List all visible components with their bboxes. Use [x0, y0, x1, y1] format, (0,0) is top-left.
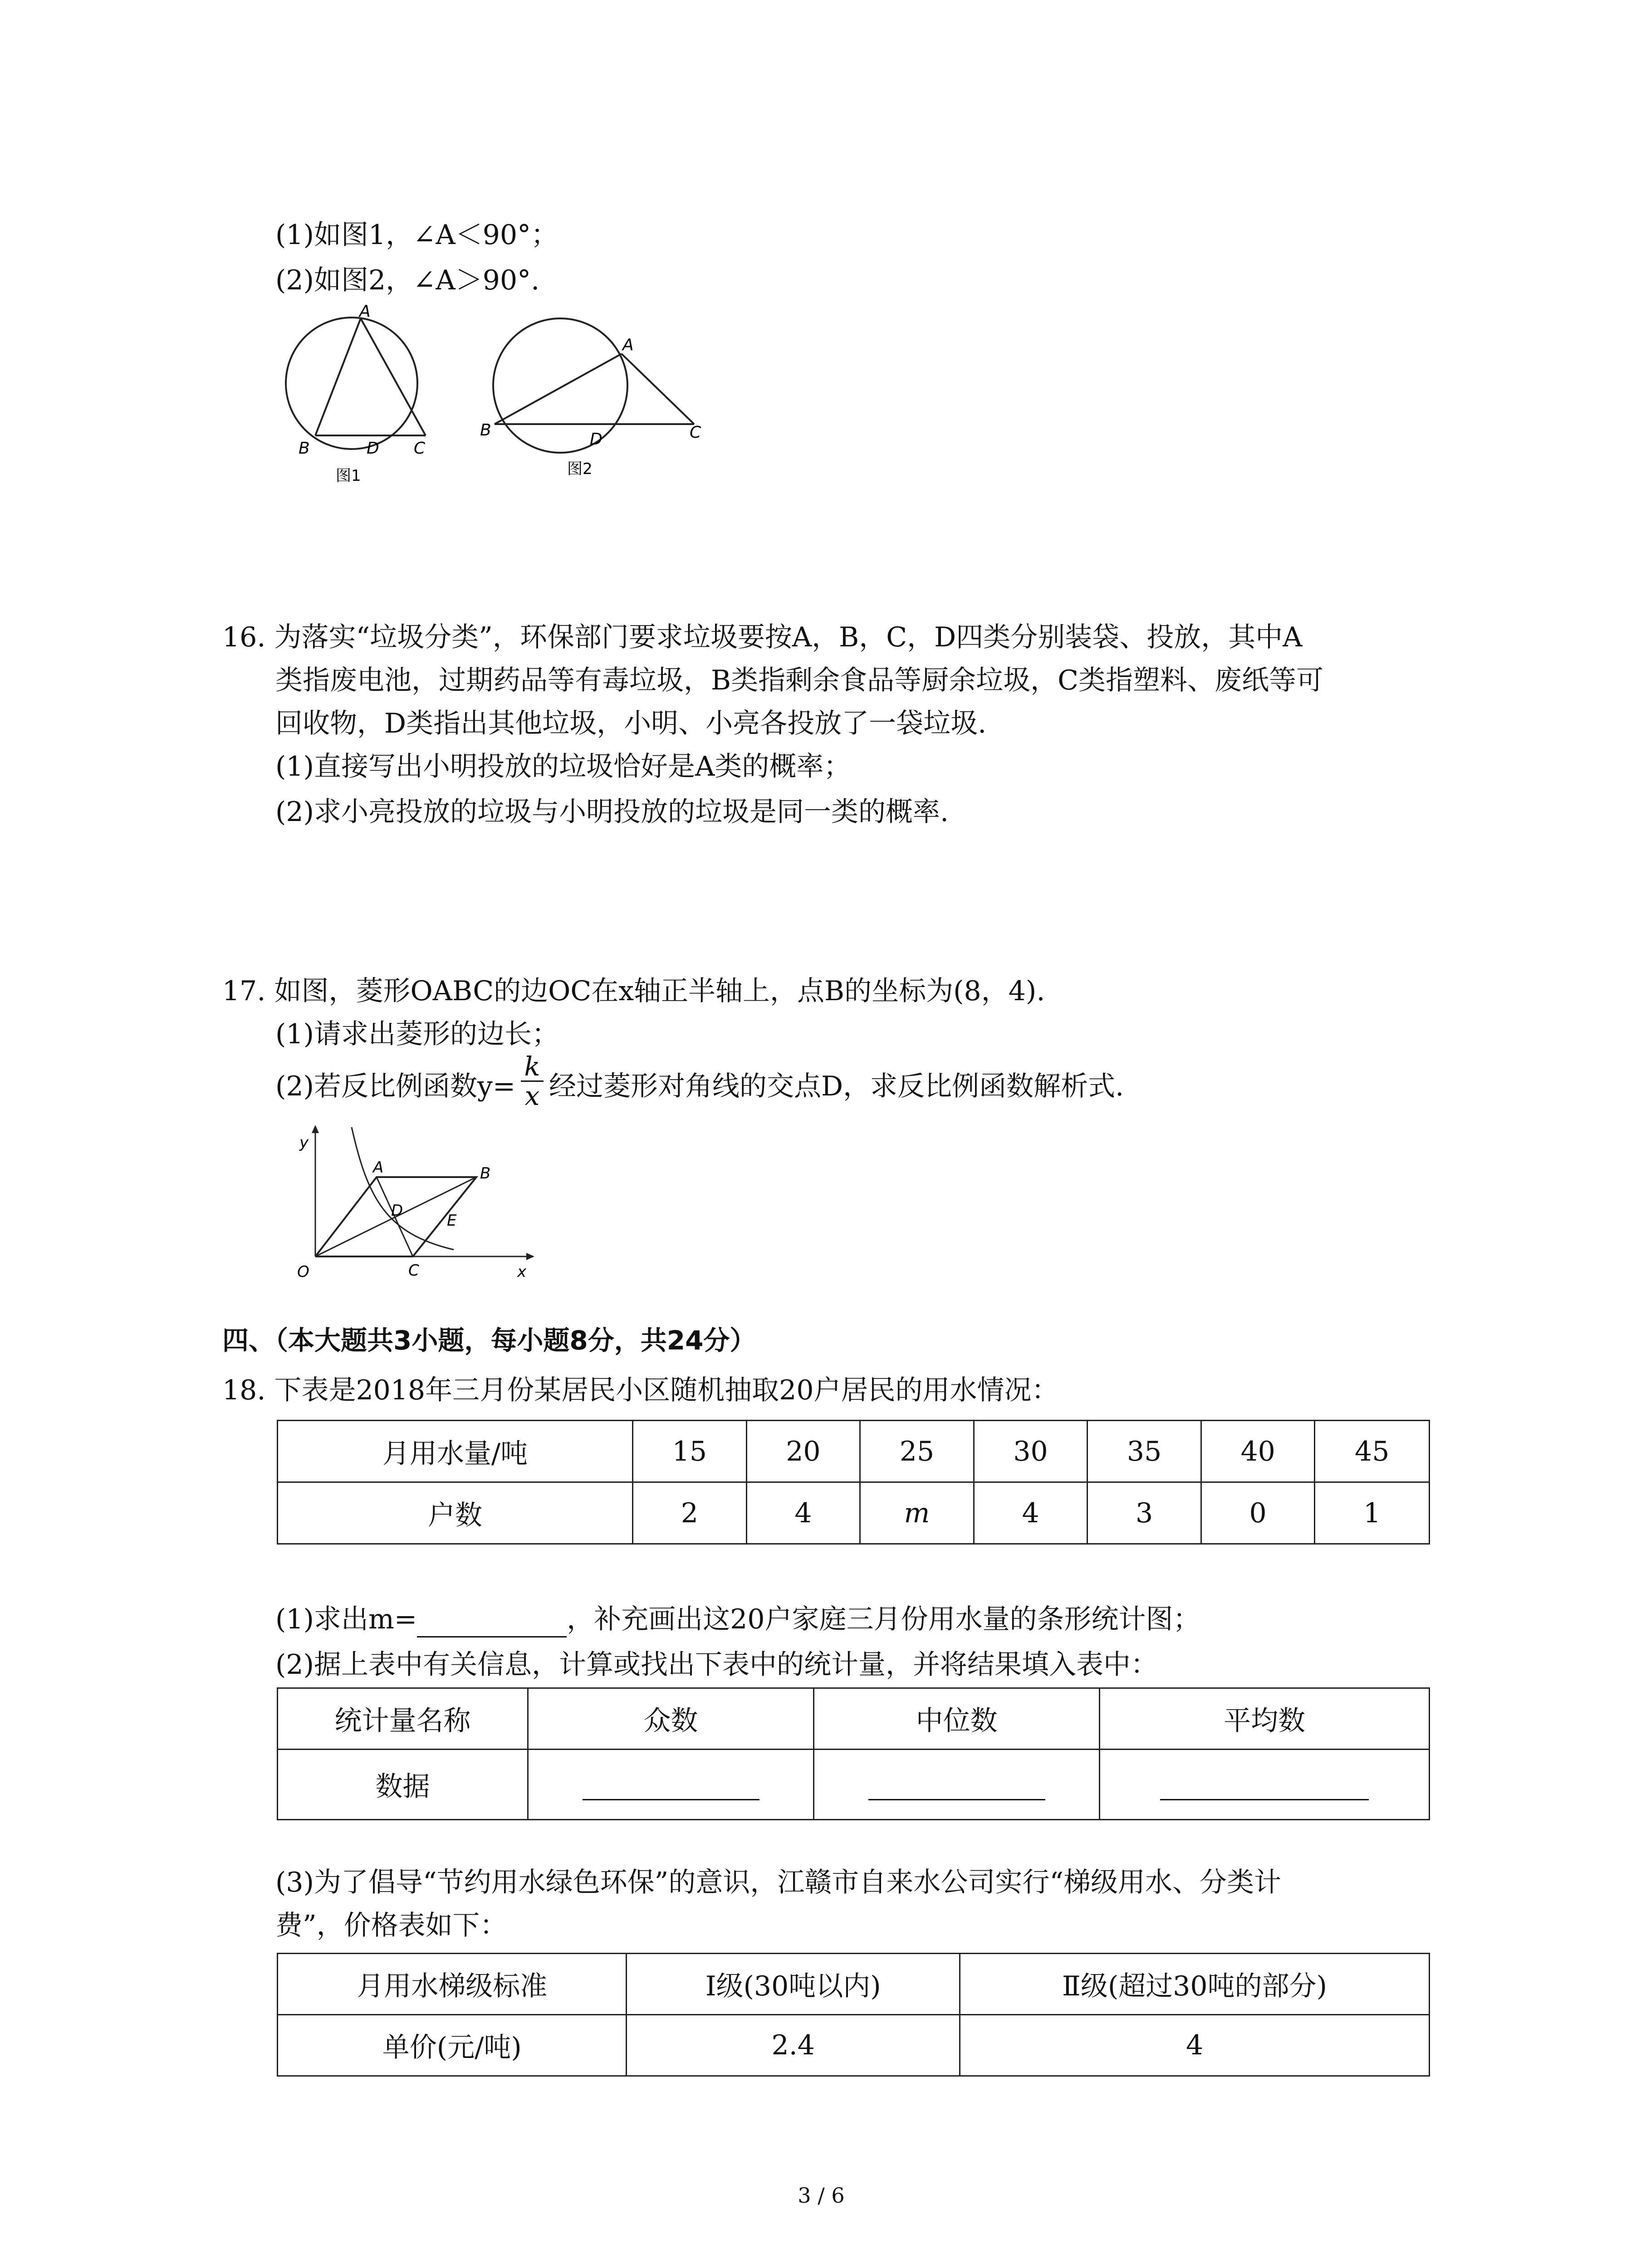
q15-part1: (1)如图1，∠A＜90°； — [275, 219, 558, 251]
table-header: 平均数 — [1100, 1688, 1430, 1750]
q18-table-2 — [277, 1687, 1430, 1820]
fig1-label-d: D — [367, 439, 379, 458]
q17-fig-label-e: E — [447, 1212, 457, 1230]
table-cell: 4 — [960, 2015, 1430, 2076]
table-cell: m — [860, 1482, 974, 1544]
q17-line-1: 17. 如图，菱形OABC的边OC在x轴正半轴上，点B的坐标为(8，4). — [222, 975, 1045, 1007]
table-cell: 45 — [1315, 1421, 1430, 1482]
fig2-label-a: A — [622, 336, 634, 354]
table-header: Ⅱ级(超过30吨的部分) — [960, 1954, 1430, 2015]
q16-part-2: (2)求小亮投放的垃圾与小明投放的垃圾是同一类的概率. — [275, 796, 949, 828]
q17-fig-label-y: y — [299, 1134, 309, 1152]
q18-part-2: (2)据上表中有关信息，计算或找出下表中的统计量，并将结果填入表中： — [275, 1649, 1158, 1681]
fraction-bar — [521, 1080, 544, 1110]
q15-part2: (2)如图2，∠A＞90°. — [275, 264, 540, 296]
table-header: 统计量名称 — [278, 1688, 528, 1750]
section-4-heading: 四、（本大题共3小题，每小题8分，共24分） — [222, 1325, 756, 1356]
q18-part-1 — [275, 1601, 1200, 1637]
table-cell: 2.4 — [627, 2015, 960, 2076]
q17-fig-label-o: O — [297, 1263, 309, 1281]
fig2-label-d: D — [590, 430, 603, 449]
answer-blank-mean[interactable] — [1160, 1772, 1369, 1800]
table-header: 月用水梯级标准 — [278, 1954, 627, 2015]
q15-figure-2 — [476, 308, 721, 490]
fraction-denominator: x — [524, 1080, 540, 1111]
q18-part-1-suffix: ，补充画出这20户家庭三月份用水量的条形统计图； — [567, 1603, 1200, 1635]
q18-part-3-line-1: (3)为了倡导“节约用水绿色环保”的意识，江赣市自来水公司实行“梯级用水、分类计 — [275, 1867, 1282, 1898]
table-header: 众数 — [528, 1688, 814, 1750]
table-cell: 40 — [1201, 1421, 1315, 1482]
fraction-numerator: k — [524, 1051, 540, 1082]
table-cell: 月用水量/吨 — [278, 1421, 633, 1482]
fig2-label-c: C — [690, 423, 701, 442]
table-header: 中位数 — [814, 1688, 1100, 1750]
table-cell: 单价(元/吨) — [278, 2015, 627, 2076]
fig1-label-b: B — [299, 439, 310, 458]
fig1-caption: 图1 — [336, 467, 361, 485]
table-cell: 4 — [974, 1482, 1087, 1544]
table-cell: 25 — [860, 1421, 974, 1482]
answer-blank-m[interactable] — [417, 1604, 567, 1637]
table-cell: 1 — [1315, 1482, 1430, 1544]
q17-part-1: (1)请求出菱形的边长； — [275, 1018, 559, 1050]
q18-part-3-line-2: 费”，价格表如下： — [275, 1910, 507, 1941]
table-cell: 20 — [746, 1421, 860, 1482]
fig2-caption: 图2 — [567, 460, 593, 478]
table-header: Ⅰ级(30吨以内) — [627, 1954, 960, 2015]
q18-intro: 18. 下表是2018年三月份某居民小区随机抽取20户居民的用水情况： — [222, 1374, 1059, 1406]
table-row — [278, 1688, 1430, 1750]
table-cell: 0 — [1201, 1482, 1315, 1544]
table-cell: 2 — [633, 1482, 747, 1544]
table-cell — [814, 1750, 1100, 1820]
table-cell: 30 — [974, 1421, 1087, 1482]
fig2-label-b: B — [480, 421, 491, 440]
q17-fraction — [521, 1052, 544, 1110]
table-cell: 户数 — [278, 1482, 633, 1544]
fig1-label-c: C — [414, 439, 426, 458]
table-row — [278, 1421, 1430, 1482]
table-cell: 15 — [633, 1421, 747, 1482]
answer-blank-mode[interactable] — [583, 1772, 759, 1800]
table-cell — [528, 1750, 814, 1820]
q17-fig-label-d: D — [391, 1202, 403, 1220]
table-cell: 数据 — [278, 1750, 528, 1820]
table-row — [278, 1482, 1430, 1544]
q17-figure — [272, 1120, 544, 1293]
fig1-label-a: A — [359, 304, 371, 321]
q15-figure-1 — [272, 304, 463, 494]
q18-part-1-prefix: (1)求出m= — [275, 1603, 417, 1635]
q18-table-1 — [277, 1420, 1430, 1545]
table-cell: 4 — [746, 1482, 860, 1544]
table-cell: 3 — [1087, 1482, 1201, 1544]
table-cell: 35 — [1087, 1421, 1201, 1482]
q16-line-2: 类指废电池，过期药品等有毒垃圾，B类指剩余食品等厨余垃圾，C类指塑料、废纸等可 — [275, 665, 1323, 696]
q17-part-2-prefix: (2)若反比例函数y= — [275, 1070, 516, 1102]
q17-fig-label-c: C — [408, 1261, 419, 1280]
answer-blank-median[interactable] — [868, 1772, 1045, 1800]
table-row — [278, 1954, 1430, 2015]
table-row — [278, 2015, 1430, 2076]
q17-fig-label-b: B — [480, 1164, 491, 1183]
page-number: 3 / 6 — [798, 2183, 845, 2208]
q16-line-1: 16. 为落实“垃圾分类”，环保部门要求垃圾要按A，B，C，D四类分别装袋、投放，其中A — [222, 621, 1303, 653]
q16-part-1: (1)直接写出小明投放的垃圾恰好是A类的概率； — [275, 751, 851, 782]
q18-table-3 — [277, 1953, 1430, 2077]
q17-fig-label-x: x — [517, 1263, 527, 1281]
q17-part-2-suffix: 经过菱形对角线的交点D，求反比例函数解析式. — [549, 1070, 1124, 1102]
q17-fig-label-a: A — [373, 1158, 384, 1177]
table-row — [278, 1750, 1430, 1820]
table-cell — [1100, 1750, 1430, 1820]
q16-line-3: 回收物，D类指出其他垃圾，小明、小亮各投放了一袋垃圾. — [275, 708, 987, 739]
